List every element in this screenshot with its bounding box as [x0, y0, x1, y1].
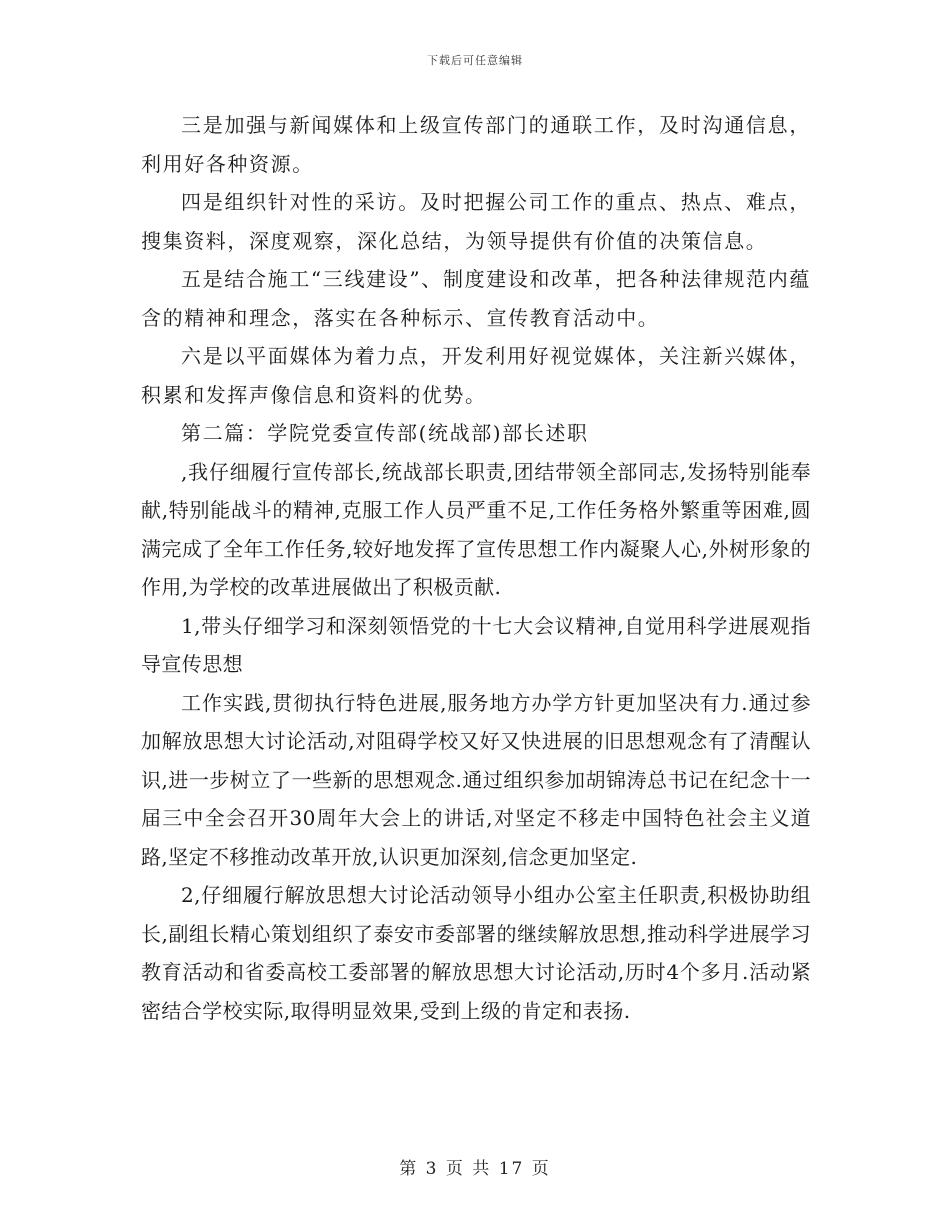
paragraph-item-6: 六是以平面媒体为着力点，开发利用好视觉媒体，关注新兴媒体，积累和发挥声像信息和资料的优势。	[141, 344, 811, 407]
paragraph-item-3: 三是加强与新闻媒体和上级宣传部门的通联工作，及时沟通信息，利用好各种资源。	[141, 113, 811, 176]
paragraph-item-4: 四是组织针对性的采访。及时把握公司工作的重点、热点、难点，搜集资料，深度观察，深化总结，为领导提供有价值的决策信息。	[141, 190, 811, 253]
paragraph-point-2: 2,仔细履行解放思想大讨论活动领导小组办公室主任职责,积极协助组长,副组长精心策划组织了泰安市委部署的继续解放思想,推动科学进展学习教育活动和省委高校工委部署的解放思想大讨论活动,历时4个多月.活动紧密结合学校实际,取得明显效果,受到上级的肯定和表扬.	[141, 883, 811, 1023]
document-body	[141, 106, 811, 1030]
paragraph-intro: ,我仔细履行宣传部长,统战部长职责,团结带领全部同志,发扬特别能奉献,特别能战斗的精神,克服工作人员严重不足,工作任务格外繁重等困难,圆满完成了全年工作任务,较好地发挥了宣传思想工作内凝聚人心,外树形象的作用,为学校的改革进展做出了积极贡献.	[141, 459, 811, 599]
paragraph-point-1-body: 工作实践,贯彻执行特色进展,服务地方办学方针更加坚决有力.通过参加解放思想大讨论活动,对阻碍学校又好又快进展的旧思想观念有了清醒认识,进一步树立了一些新的思想观念.通过组织参加胡锦涛总书记在纪念十一届三中全会召开30周年大会上的讲话,对坚定不移走中国特色社会主义道路,坚定不移推动改革开放,认识更加深刻,信念更加坚定.	[141, 690, 811, 869]
page-header: 下载后可任意编辑	[427, 54, 523, 67]
paragraph-item-5: 五是结合施工“三线建设”、制度建设和改革，把各种法律规范内蕴含的精神和理念，落实在各种标示、宣传教育活动中。	[141, 267, 811, 330]
paragraph-point-1: 1,带头仔细学习和深刻领悟党的十七大会议精神,自觉用科学进展观指导宣传思想	[141, 613, 811, 676]
section-heading: 第二篇：学院党委宣传部(统战部)部长述职	[181, 421, 589, 445]
page-number: 第 3 页 共 17 页	[399, 1159, 551, 1179]
